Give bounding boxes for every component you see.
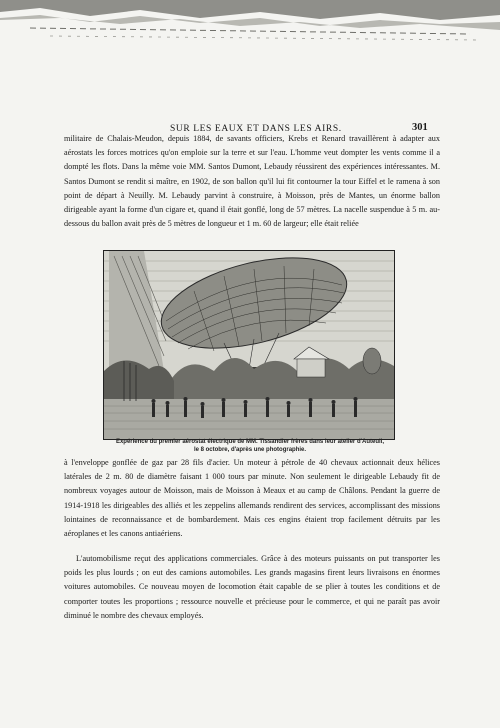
paragraph-1-text: militaire de Chalais-Meudon, depuis 1884, de savants officiers, Krebs et Renard travaillèrent à adapter aux aérostats les forces motrices qu'on emploie sur la terre et sur l'eau. L'homme veut dompter les vents comme il a dompté les flots. Dans la même voie MM. Santos Dumont, Lebaudy réussirent des expériences intéressantes. M. Santos Dumont se rendit si maître, en 1902, de son ballon qu'il lui fit contourner la tour Eiffel et le ramena à son point de départ à Neuilly. M. Lebaudy parvint à construire, à Moisson, près de Mantes, un énorme ballon dirigeable ayant la forme d'un cigare et, quand il était gonflé, long de 57 mètres. La nacelle suspendue à 5 m. au-dessous du ballon avait près de 5 mètres de longueur et 1 m. 60 de largeur; elle était reliée [64, 134, 440, 229]
figure-dirigible-engraving [103, 250, 395, 440]
paragraph-1 [64, 132, 440, 231]
page-number: 301 [412, 122, 428, 133]
figure-caption [80, 439, 420, 454]
paragraph-2-text: à l'enveloppe gonflée de gaz par 28 fils d'acier. Un moteur à pétrole de 40 chevaux actionnait deux hélices latérales de 2 m. 80 de diamètre faisant 1 000 tours par minute. Non seulement le dirigeable Lebaudy fit de nombreux voyages autour de Moisson, mais de Moisson à Meaux et au camp de Châlons. Pendant la guerre de 1914-1918 les dirigeables des alliés et les zeppelins allemands rendirent des services, accomplissant des missions lointaines de reconnaissance et de bombardement. Mais ces engins étaient trop facilement détruits par les aéroplanes et les canons antiaériens. [64, 458, 440, 539]
caption-line-2: le 8 octobre, d'après une photographie. [193, 446, 307, 453]
scan-edge-artifact [0, 0, 500, 48]
paragraph-3-text: L'automobilisme reçut des applications commerciales. Grâce à des moteurs puissants on put transporter les poids les plus lourds ; on eut des camions automobiles. Les grands magasins firent leurs livraisons en énormes voitures automobiles. Ce nouveau moyen de locomotion était capable de se plier à toutes les conditions et de comporter toutes les proportions ; ressource nouvelle et précieuse pour le commerce, et qui ne paraît pas avoir diminué le nombre des chevaux employés. [64, 554, 440, 620]
paragraph-2 [64, 456, 440, 541]
running-head: SUR LES EAUX ET DANS LES AIRS. [170, 124, 342, 134]
caption-line-1: Expérience du premier aérostat électrique de MM. Tissandier frères dans leur atelier d'Auteuil, [115, 439, 385, 445]
paragraph-3 [64, 552, 440, 623]
